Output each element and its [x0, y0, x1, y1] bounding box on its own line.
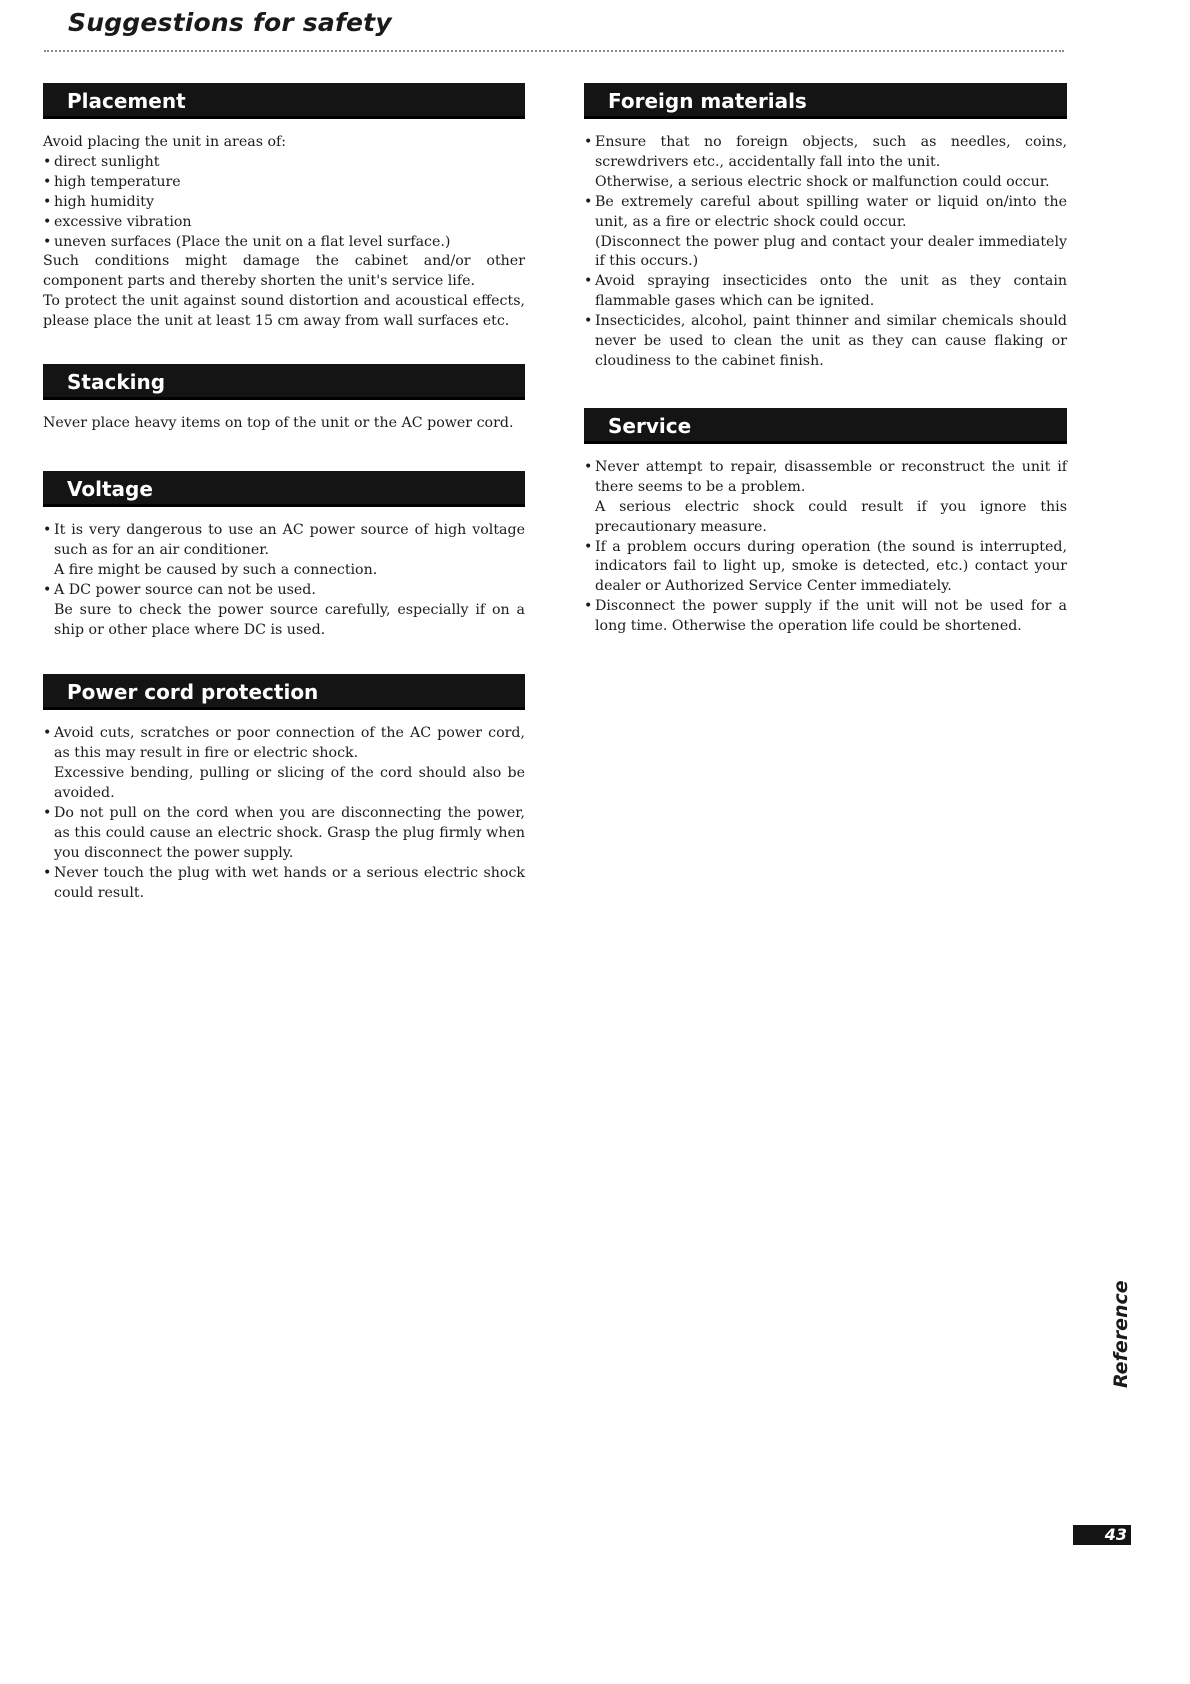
list-item: • Avoid cuts, scratches or poor connection of the AC power cord, as this may result in fire or electric shock. Excessive bending, pulling or slicing of the cord should also be avoided. — [43, 725, 525, 802]
list-item: • Insecticides, alcohol, paint thinner and similar chemicals should never be used to clean the unit as they can cause flaking or cloudiness to the cabinet finish. — [584, 313, 1067, 369]
section-heading-service: Service — [584, 408, 1067, 444]
bullet-icon: • — [43, 193, 52, 210]
bullet-icon: • — [43, 521, 52, 538]
right-column — [584, 83, 1067, 637]
list-item: • Disconnect the power supply if the unit will not be used for a long time. Otherwise the operation life could be shortened. — [584, 598, 1067, 635]
list-item: • direct sunlight — [43, 153, 525, 173]
list-item: • high temperature — [43, 173, 525, 193]
page-title: Suggestions for safety — [68, 8, 392, 37]
list-item: • If a problem occurs during operation (the sound is interrupted, indicators fail to light up, smoke is detected, etc.) contact your dealer or Authorized Service Center immediately. — [584, 538, 1067, 595]
placement-paragraph: Such conditions might damage the cabinet and/or other component parts and thereby shorten the unit's service life. — [43, 253, 525, 290]
bullet-icon: • — [43, 233, 52, 250]
foreign-bullet-list — [584, 133, 1067, 372]
bullet-icon: • — [43, 805, 52, 822]
reference-side-tab: Reference — [1110, 1280, 1132, 1388]
list-item: • uneven surfaces (Place the unit on a flat level surface.) — [43, 233, 525, 253]
section-body-service — [584, 444, 1067, 637]
section-heading-foreign-materials: Foreign materials — [584, 83, 1067, 119]
section-heading-voltage: Voltage — [43, 471, 525, 507]
section-body-stacking — [43, 400, 525, 434]
section-stacking — [43, 364, 525, 434]
stacking-text: Never place heavy items on top of the unit or the AC power cord. — [43, 415, 514, 432]
voltage-bullet-list — [43, 521, 525, 640]
list-item: • high humidity — [43, 193, 525, 213]
left-column — [43, 83, 525, 904]
section-body-voltage — [43, 507, 525, 640]
bullet-icon: • — [584, 598, 593, 615]
section-body-power-cord — [43, 710, 525, 903]
list-item: • Avoid spraying insecticides onto the unit as they contain flammable gases which can be ignited. — [584, 273, 1067, 310]
bullet-icon: • — [43, 725, 52, 742]
section-placement — [43, 83, 525, 332]
bullet-icon: • — [584, 273, 593, 290]
list-item: • Do not pull on the cord when you are disconnecting the power, as this could cause an electric shock. Grasp the plug firmly when you disconnect the power supply. — [43, 805, 525, 861]
power-cord-bullet-list — [43, 724, 525, 903]
list-item: • Be extremely careful about spilling water or liquid on/into the unit, as a fire or electric shock could occur. (Disconnect the power plug and contact your dealer immediately if this occurs.) — [584, 193, 1067, 270]
section-heading-stacking: Stacking — [43, 364, 525, 400]
section-power-cord — [43, 674, 525, 903]
list-item: • excessive vibration — [43, 213, 525, 233]
list-item: • A DC power source can not be used. Be sure to check the power source carefully, especially if on a ship or other place where DC is used. — [43, 581, 525, 638]
bullet-icon: • — [43, 153, 52, 170]
section-service — [584, 408, 1067, 637]
title-divider — [44, 50, 1064, 52]
placement-intro: Avoid placing the unit in areas of: — [43, 134, 287, 150]
bullet-icon: • — [584, 193, 593, 210]
list-item: • It is very dangerous to use an AC power source of high voltage such as for an air conditioner. A fire might be caused by such a connection. — [43, 521, 525, 578]
section-body-placement — [43, 119, 525, 332]
placement-bullet-list — [43, 153, 525, 253]
bullet-icon: • — [43, 213, 52, 230]
section-heading-placement: Placement — [43, 83, 525, 119]
section-voltage — [43, 471, 525, 640]
placement-paragraph: To protect the unit against sound distortion and acoustical effects, please place the unit at least 15 cm away from wall surfaces etc. — [43, 293, 525, 330]
bullet-icon: • — [584, 458, 593, 475]
bullet-icon: • — [43, 173, 52, 190]
list-item: • Never touch the plug with wet hands or a serious electric shock could result. — [43, 864, 525, 901]
list-item: • Never attempt to repair, disassemble or reconstruct the unit if there seems to be a problem. A serious electric shock could result if you ignore this precautionary measure. — [584, 458, 1067, 535]
bullet-icon: • — [584, 313, 593, 330]
list-item: • Ensure that no foreign objects, such as needles, coins, screwdrivers etc., accidentally fall into the unit. Otherwise, a serious electric shock or malfunction could occur. — [584, 134, 1067, 190]
service-bullet-list — [584, 458, 1067, 637]
section-foreign-materials — [584, 83, 1067, 372]
section-body-foreign-materials — [584, 119, 1067, 372]
page-number: 43 — [1073, 1525, 1131, 1545]
bullet-icon: • — [43, 864, 52, 881]
section-heading-power-cord: Power cord protection — [43, 674, 525, 710]
bullet-icon: • — [584, 134, 593, 150]
bullet-icon: • — [43, 581, 52, 598]
bullet-icon: • — [584, 538, 593, 555]
